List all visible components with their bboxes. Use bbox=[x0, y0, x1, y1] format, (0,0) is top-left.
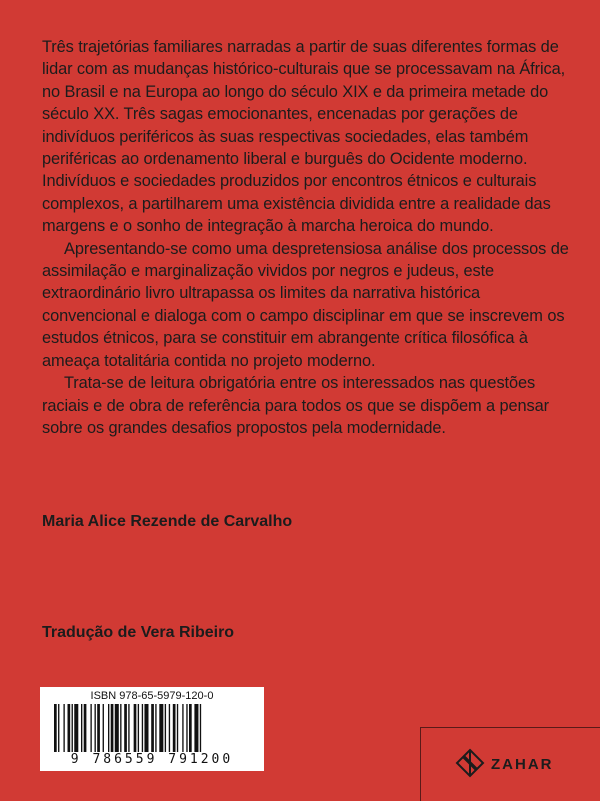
barcode-bar bbox=[138, 704, 139, 752]
barcode-digits: 9 786559 791200 bbox=[70, 752, 234, 767]
barcode-bar bbox=[194, 704, 198, 752]
barcode-bar bbox=[63, 704, 64, 752]
barcode-bar bbox=[159, 704, 163, 752]
barcode-bar bbox=[90, 704, 91, 752]
barcode-bar bbox=[97, 704, 100, 752]
barcode-bar bbox=[134, 704, 137, 752]
barcode-bar bbox=[95, 704, 96, 752]
barcode-bar bbox=[54, 704, 57, 752]
isbn-barcode bbox=[40, 687, 264, 771]
barcode-bar bbox=[142, 704, 143, 752]
barcode-bar bbox=[151, 704, 154, 752]
translation-credit: Tradução de Vera Ribeiro bbox=[42, 624, 235, 641]
blurb-paragraph-3: Trata-se de leitura obrigatória entre os interessados nas questões raciais e de obra de referência para todos os que se dispõem a pensar sobre os grandes desafios propostos pela modernidade. bbox=[42, 374, 549, 437]
barcode-bars bbox=[52, 704, 252, 752]
barcode-bar bbox=[115, 704, 119, 752]
blurb-paragraph-2: Apresentando-se como uma despretensiosa análise dos processos de assimilação e marginalização vividos por negros e judeus, este extraordinário livro ultrapassa os limites da narrativa histórica convencional e dialoga com o campo disciplinar em que se inscrevem os estudos étnicos, para se constituir em abrangente crítica filosófica à ameaça totalitária contida no projeto moderno. bbox=[42, 239, 569, 370]
barcode-bar bbox=[182, 704, 183, 752]
barcode-bar bbox=[165, 704, 166, 752]
blurb-author-signature: Maria Alice Rezende de Carvalho bbox=[42, 513, 293, 530]
barcode-bar bbox=[124, 704, 127, 752]
barcode-bar bbox=[108, 704, 109, 752]
back-cover-blurb bbox=[42, 36, 577, 439]
barcode-bar bbox=[169, 704, 170, 752]
barcode-bar bbox=[200, 704, 201, 752]
barcode-bar bbox=[111, 704, 114, 752]
isbn-label: ISBN 978-65-5979-120-0 bbox=[90, 690, 214, 702]
barcode-bar bbox=[84, 704, 87, 752]
barcode-bar bbox=[144, 704, 148, 752]
barcode-bar bbox=[103, 704, 104, 752]
barcode-bar bbox=[189, 704, 192, 752]
barcode-bar bbox=[173, 704, 176, 752]
blurb-paragraph-1: Três trajetórias familiares narradas a partir de suas diferentes formas de lidar com as mudanças histórico-culturais que se processavam na África, no Brasil e na Europa ao longo do século XIX e da primeira metade do século XX. Três sagas emocionantes, encenadas por gerações de indivíduos periféricos às suas respectivas sociedades, elas também periféricas ao ordenamento liberal e burguês do Ocidente moderno. Indivíduos e sociedades produzidos por encontros étnicos e culturais complexos, a partilharem uma existência dividida entre a realidade das margens e o sonho de integração à marcha heroica do mundo. bbox=[42, 38, 566, 236]
barcode-bar bbox=[120, 704, 121, 752]
zahar-diamond-icon bbox=[455, 748, 485, 778]
barcode-bar bbox=[74, 704, 78, 752]
barcode-bar bbox=[177, 704, 178, 752]
publisher-name: ZAHAR bbox=[491, 756, 554, 773]
barcode-bar bbox=[155, 704, 156, 752]
barcode-bar bbox=[186, 704, 187, 752]
barcode-bar bbox=[72, 704, 73, 752]
barcode-bar bbox=[128, 704, 129, 752]
barcode-bar bbox=[58, 704, 59, 752]
barcode-bar bbox=[68, 704, 71, 752]
barcode-bar bbox=[81, 704, 82, 752]
publisher-logo bbox=[420, 727, 600, 801]
